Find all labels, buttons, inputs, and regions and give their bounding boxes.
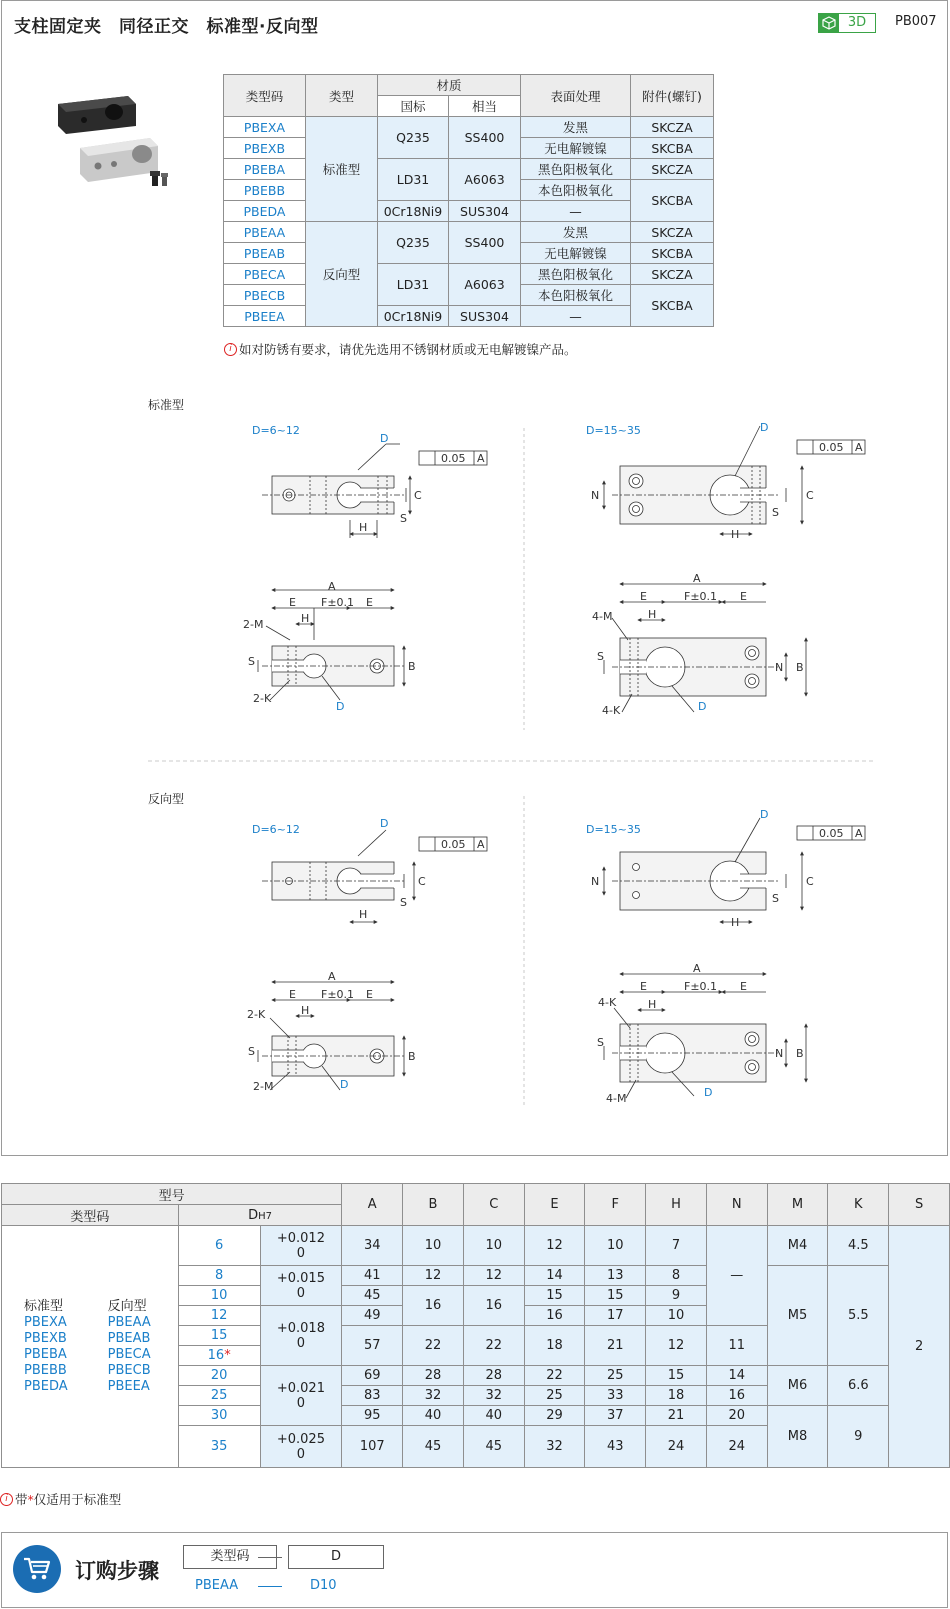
a-cell: 49 [342,1306,403,1326]
label-b: B [796,1047,804,1060]
label-datum: A [855,827,863,840]
label-d-range-small: D=6~12 [252,823,300,836]
h-cell: 18 [646,1386,707,1406]
a-cell: 95 [342,1406,403,1426]
acc-cell: SKCZA [631,117,714,138]
gb-cell: LD31 [378,159,449,201]
order-example-d: D10 [310,1578,337,1593]
b-cell: 32 [403,1386,464,1406]
label-h: H [648,998,657,1011]
h-cell: 9 [646,1286,707,1306]
label-dh7: D [380,432,389,445]
h-cell: 15 [646,1366,707,1386]
note-pre: 带 [15,1492,28,1507]
e-cell: 32 [524,1426,585,1468]
th-col: C [463,1184,524,1226]
tol-cell [260,1306,342,1366]
surface-cell: 发黑 [521,222,631,243]
label-dh7: D [760,808,769,821]
label-b: B [408,1050,416,1063]
f-cell: 43 [585,1426,646,1468]
label-s: S [400,512,407,525]
tol-plus: +0.025 [276,1431,325,1447]
th-model: 型号 [2,1184,342,1205]
m-cell: M8 [767,1406,828,1468]
h-cell: 24 [646,1426,707,1468]
th-national: 国标 [378,96,449,117]
th-col: E [524,1184,585,1226]
d-value: 16 [207,1348,225,1363]
e-cell: 18 [524,1326,585,1366]
e-cell: 15 [524,1286,585,1306]
label-b: B [796,661,804,674]
type-code-cell: PBEBB [224,180,306,201]
eq-cell: A6063 [449,264,521,306]
label-h: H [301,612,310,625]
label-s: S [772,892,779,905]
tol-zero: 0 [296,1285,306,1301]
d-cell: 35 [178,1426,260,1468]
th-type-code: 类型码 [224,75,306,117]
section-reverse-label: 反向型 [148,792,185,806]
a-cell: 45 [342,1286,403,1306]
b-cell: 12 [403,1266,464,1286]
std-code: PBEXA [24,1314,67,1330]
type-code-cell: PBEAA [224,222,306,243]
cart-icon [13,1545,61,1593]
label-n: N [591,875,600,888]
label-dh7: D [336,700,345,713]
std-only-star: * [224,1348,231,1363]
a-cell: 34 [342,1226,403,1266]
label-h: H [731,528,740,541]
label-s: S [400,896,407,909]
label-a: A [328,970,336,983]
surface-cell: — [521,201,631,222]
label-c: C [418,875,426,888]
c-cell: 10 [463,1226,524,1266]
th-col: B [403,1184,464,1226]
label-4m: 4-M [592,610,613,623]
label-e: E [740,980,747,993]
n-cell: 16 [706,1386,767,1406]
label-datum: A [855,441,863,454]
b-cell: 40 [403,1406,464,1426]
label-2m: 2-M [243,618,264,631]
th-dh7: DH7 [178,1205,341,1226]
d-cell: 10 [178,1286,260,1306]
c-cell: 22 [463,1326,524,1366]
label-dh7: D [698,700,707,713]
label-s: S [248,1045,255,1058]
label-a: A [328,580,336,593]
rust-note-text: 如对防锈有要求，请优先选用不锈钢材质或无电解镀镍产品。 [239,342,577,357]
type-code-cell: PBEXA [224,117,306,138]
th-col: A [342,1184,403,1226]
d-cell: 15 [178,1326,260,1346]
surface-cell: — [521,306,631,327]
k-cell: 5.5 [828,1266,889,1366]
label-tolerance: 0.05 [441,452,466,465]
th-col: S [889,1184,950,1226]
order-example-separator [258,1586,282,1587]
eq-cell: SUS304 [449,306,521,327]
n-cell: — [706,1226,767,1326]
label-4k: 4-K [598,996,617,1009]
label-n: N [775,1047,784,1060]
label-h: H [301,1004,310,1017]
f-cell: 21 [585,1326,646,1366]
e-cell: 16 [524,1306,585,1326]
label-dh7: D [340,1078,349,1091]
label-e: E [289,988,296,1001]
tol-cell [260,1226,342,1266]
tol-plus: +0.018 [276,1320,325,1336]
b-cell: 22 [403,1326,464,1366]
order-separator [258,1557,282,1558]
d-cell: 12 [178,1306,260,1326]
label-2k: 2-K [253,692,272,705]
label-h: H [648,608,657,621]
section-standard-label: 标准型 [148,398,185,412]
surface-cell: 黑色阳极氧化 [521,264,631,285]
label-tolerance: 0.05 [819,827,844,840]
label-d-range-small: D=6~12 [252,424,300,437]
type-cell: 反向型 [306,222,378,327]
surface-cell: 无电解镀镍 [521,243,631,264]
b-cell: 28 [403,1366,464,1386]
k-cell: 4.5 [828,1226,889,1266]
surface-cell: 本色阳极氧化 [521,180,631,201]
std-code: PBEBB [24,1362,67,1378]
a-cell: 57 [342,1326,403,1366]
f-cell: 15 [585,1286,646,1306]
label-tolerance: 0.05 [441,838,466,851]
label-4m: 4-M [606,1092,627,1105]
surface-cell: 黑色阳极氧化 [521,159,631,180]
label-h: H [359,908,368,921]
label-c: C [806,489,814,502]
c-cell: 28 [463,1366,524,1386]
order-type-code-box: 类型码 [183,1545,277,1569]
label-s: S [772,506,779,519]
label-f: F±0.1 [684,590,718,603]
surface-cell: 发黑 [521,117,631,138]
th-col: N [706,1184,767,1226]
std-large-side-view [604,584,806,712]
c-cell: 40 [463,1406,524,1426]
e-cell: 14 [524,1266,585,1286]
gb-cell: Q235 [378,117,449,159]
n-cell: 11 [706,1326,767,1366]
product-code: PB007 [895,14,937,29]
order-title: 订购步骤 [75,1559,159,1583]
h-cell: 7 [646,1226,707,1266]
label-h: H [731,916,740,929]
b-cell: 10 [403,1226,464,1266]
label-c: C [806,875,814,888]
a-cell: 69 [342,1366,403,1386]
label-b: B [408,660,416,673]
acc-cell: SKCBA [631,138,714,159]
label-dh7: D [704,1086,713,1099]
d-cell: 25 [178,1386,260,1406]
note-star: * [27,1491,34,1507]
label-f: F±0.1 [321,596,355,609]
a-cell: 83 [342,1386,403,1406]
surface-cell: 无电解镀镍 [521,138,631,159]
h-cell: 21 [646,1406,707,1426]
rev-code: PBECB [107,1362,151,1378]
dimension-table [1,1183,950,1468]
tol-plus: +0.012 [276,1230,325,1246]
n-cell: 20 [706,1406,767,1426]
rev-code: PBEAA [107,1314,151,1330]
label-s: S [597,1036,604,1049]
type-code-list [2,1226,179,1468]
h-cell: 12 [646,1326,707,1366]
acc-cell: SKCBA [631,180,714,222]
order-d-box: D [288,1545,384,1569]
th-type: 类型 [306,75,378,117]
eq-cell: SUS304 [449,201,521,222]
e-cell: 22 [524,1366,585,1386]
a-cell: 107 [342,1426,403,1468]
std-only-note [0,1490,121,1508]
f-cell: 33 [585,1386,646,1406]
label-a: A [693,962,701,975]
label-h: H [359,521,368,534]
h-cell: 8 [646,1266,707,1286]
type-code-cell: PBEBA [224,159,306,180]
gb-cell: 0Cr18Ni9 [378,306,449,327]
order-example-code: PBEAA [195,1578,239,1593]
label-tolerance: 0.05 [819,441,844,454]
b-cell: 16 [403,1286,464,1326]
type-code-cell: PBEAB [224,243,306,264]
d-cell [178,1346,260,1366]
tol-zero: 0 [296,1245,306,1261]
label-d-range-large: D=15~35 [586,823,641,836]
tol-plus: +0.015 [276,1270,325,1286]
th-type-code: 类型码 [2,1205,179,1226]
d-cell: 8 [178,1266,260,1286]
label-datum: A [477,452,485,465]
m-cell: M4 [767,1226,828,1266]
tol-zero: 0 [296,1335,306,1351]
k-cell: 6.6 [828,1366,889,1406]
type-code-cell: PBECA [224,264,306,285]
eq-cell: SS400 [449,117,521,159]
c-cell: 12 [463,1266,524,1286]
std-label: 标准型 [24,1298,64,1314]
eq-cell: SS400 [449,222,521,264]
label-e: E [740,590,747,603]
th-col: H [646,1184,707,1226]
f-cell: 10 [585,1226,646,1266]
label-datum: A [477,838,485,851]
label-a: A [693,572,701,585]
n-cell: 14 [706,1366,767,1386]
label-e: E [640,980,647,993]
label-2k: 2-K [247,1008,266,1021]
c-cell: 16 [463,1286,524,1326]
m-cell: M5 [767,1266,828,1366]
e-cell: 29 [524,1406,585,1426]
acc-cell: SKCZA [631,222,714,243]
th-material: 材质 [378,75,521,96]
rev-code: PBEEA [107,1378,150,1394]
f-cell: 13 [585,1266,646,1286]
label-4k: 4-K [602,704,621,717]
tol-plus: +0.021 [276,1380,325,1396]
acc-cell: SKCBA [631,285,714,327]
std-code: PBEBA [24,1346,67,1362]
tol-zero: 0 [296,1446,306,1462]
info-icon: i [224,343,237,356]
label-d-range-large: D=15~35 [586,424,641,437]
h-cell: 10 [646,1306,707,1326]
s-cell: 2 [889,1226,950,1468]
eq-cell: A6063 [449,159,521,201]
rev-code: PBECA [107,1346,151,1362]
c-cell: 32 [463,1386,524,1406]
page-title: 支柱固定夹 同径正交 标准型·反向型 [14,17,319,37]
acc-cell: SKCBA [631,243,714,264]
rev-code: PBEAB [107,1330,151,1346]
d-cell: 6 [178,1226,260,1266]
f-cell: 17 [585,1306,646,1326]
f-cell: 37 [585,1406,646,1426]
m-cell: M6 [767,1366,828,1406]
surface-cell: 本色阳极氧化 [521,285,631,306]
gb-cell: 0Cr18Ni9 [378,201,449,222]
label-e: E [289,596,296,609]
th-surface: 表面处理 [521,75,631,117]
note-post: 仅适用于标准型 [33,1492,122,1507]
tol-cell [260,1366,342,1426]
type-code-cell: PBEDA [224,201,306,222]
tol-zero: 0 [296,1395,306,1411]
type-cell: 标准型 [306,117,378,222]
type-code-cell: PBECB [224,285,306,306]
th-equivalent: 相当 [449,96,521,117]
acc-cell: SKCZA [631,264,714,285]
e-cell: 25 [524,1386,585,1406]
th-col: F [585,1184,646,1226]
d-cell: 20 [178,1366,260,1386]
label-n: N [775,661,784,674]
th-accessory: 附件(螺钉) [631,75,714,117]
e-cell: 12 [524,1226,585,1266]
type-code-cell: PBEXB [224,138,306,159]
std-code: PBEXB [24,1330,67,1346]
label-e: E [366,988,373,1001]
b-cell: 45 [403,1426,464,1468]
f-cell: 25 [585,1366,646,1386]
type-code-cell: PBEEA [224,306,306,327]
acc-cell: SKCZA [631,159,714,180]
label-dh7: D [760,421,769,434]
a-cell: 41 [342,1266,403,1286]
label-n: N [591,489,600,502]
label-f: F±0.1 [684,980,718,993]
std-code: PBEDA [24,1378,68,1394]
n-cell: 24 [706,1426,767,1468]
info-icon: i [0,1493,13,1506]
k-cell: 9 [828,1406,889,1468]
label-e: E [366,596,373,609]
label-s: S [248,655,255,668]
label-e: E [640,590,647,603]
label-c: C [414,489,422,502]
th-col: K [828,1184,889,1226]
label-f: F±0.1 [321,988,355,1001]
label-dh7: D [380,817,389,830]
tol-cell [260,1426,342,1468]
3d-label: 3D [847,15,867,30]
c-cell: 45 [463,1426,524,1468]
tol-cell [260,1266,342,1306]
gb-cell: Q235 [378,222,449,264]
label-2m: 2-M [253,1080,274,1093]
th-col: M [767,1184,828,1226]
rev-label: 反向型 [107,1298,147,1314]
d-cell: 30 [178,1406,260,1426]
label-s: S [597,650,604,663]
gb-cell: LD31 [378,264,449,306]
